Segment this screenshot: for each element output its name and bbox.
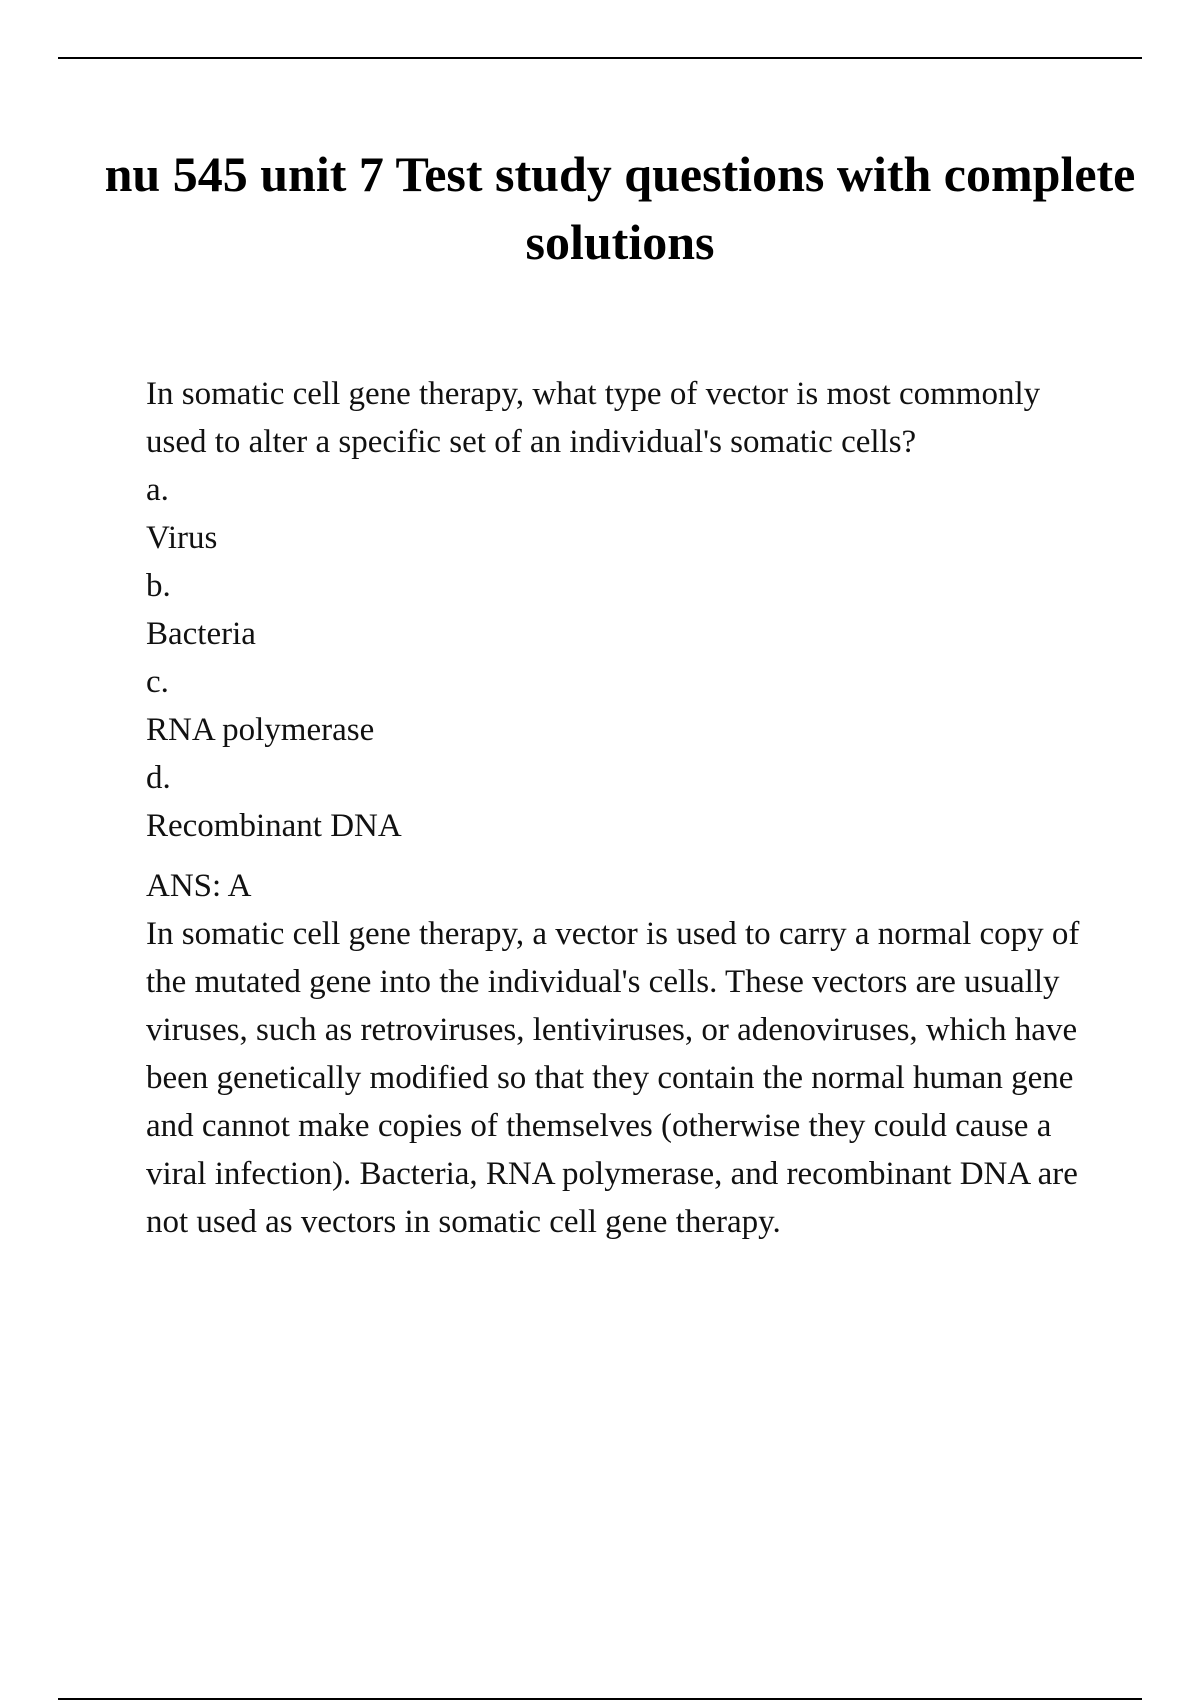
option-d-text: Recombinant DNA: [146, 808, 402, 844]
question-block: [146, 370, 1106, 1246]
answer-key: ANS: A: [146, 868, 252, 904]
top-divider: [58, 57, 1142, 59]
option-c-text: RNA polymerase: [146, 712, 375, 748]
option-b-letter: b.: [146, 568, 171, 604]
question-stem: In somatic cell gene therapy, what type of vector is most commonly used to alter a specific set of an individual's somatic cells?: [146, 376, 1041, 460]
answer-rationale: In somatic cell gene therapy, a vector is used to carry a normal copy of the mutated gene into the individual's cells. These vectors are usually viruses, such as retroviruses, lentiviruses, or adenoviruses, which have been genetically modified so that they contain the normal human gene and cannot make copies of themselves (otherwise they could cause a viral infection). Bacteria, RNA polymerase, and recombinant DNA are not used as vectors in somatic cell gene therapy.: [146, 916, 1080, 1240]
option-b-text: Bacteria: [146, 616, 256, 652]
option-a-letter: a.: [146, 472, 169, 508]
option-d-letter: d.: [146, 760, 171, 796]
answer-options: [146, 466, 1106, 850]
answer-block: [146, 862, 1106, 1246]
option-c-letter: c.: [146, 664, 169, 700]
option-a-text: Virus: [146, 520, 218, 556]
page-title: nu 545 unit 7 Test study questions with complete solutions: [104, 146, 1136, 270]
